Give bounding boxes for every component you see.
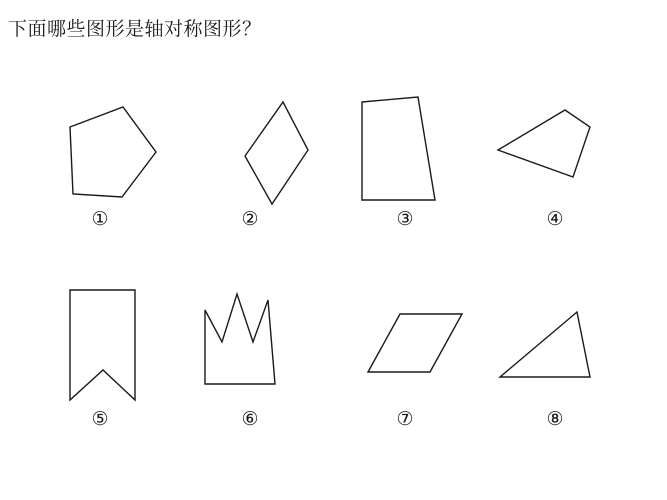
figure-cell-6 — [175, 272, 325, 442]
figure-label-2: ② — [241, 208, 259, 230]
irregular-quadrilateral-figure — [480, 72, 630, 212]
crown-shape — [205, 294, 275, 384]
figure-label-7: ⑦ — [396, 408, 414, 430]
parallelogram-figure — [330, 272, 480, 412]
parallelogram-shape — [368, 314, 462, 372]
irregular-quadrilateral-shape — [498, 110, 590, 177]
ribbon-banner-shape — [70, 290, 135, 400]
trapezoid-shape — [362, 97, 435, 200]
figure-cell-2 — [175, 72, 325, 242]
figure-label-3: ③ — [396, 208, 414, 230]
pentagon-figure — [25, 72, 175, 212]
figure-label-4: ④ — [546, 208, 564, 230]
question-prompt: 下面哪些图形是轴对称图形？ — [8, 18, 262, 40]
rhombus-figure — [175, 72, 325, 212]
pentagon-shape — [70, 107, 156, 197]
figure-label-5: ⑤ — [91, 408, 109, 430]
ribbon-pentagon-figure — [25, 272, 175, 412]
figure-label-6: ⑥ — [241, 408, 259, 430]
trapezoid-figure — [330, 72, 480, 212]
figure-label-1: ① — [91, 208, 109, 230]
right-triangle-figure — [480, 272, 630, 412]
rhombus-shape — [245, 102, 308, 204]
figure-label-8: ⑧ — [546, 408, 564, 430]
figure-cell-1 — [25, 72, 175, 242]
figure-cell-3 — [330, 72, 480, 242]
crown-figure — [175, 272, 325, 412]
figure-cell-5 — [25, 272, 175, 442]
right-triangle-shape — [500, 312, 590, 377]
figure-cell-7 — [330, 272, 480, 442]
figure-cell-8 — [480, 272, 630, 442]
figure-cell-4 — [480, 72, 630, 242]
